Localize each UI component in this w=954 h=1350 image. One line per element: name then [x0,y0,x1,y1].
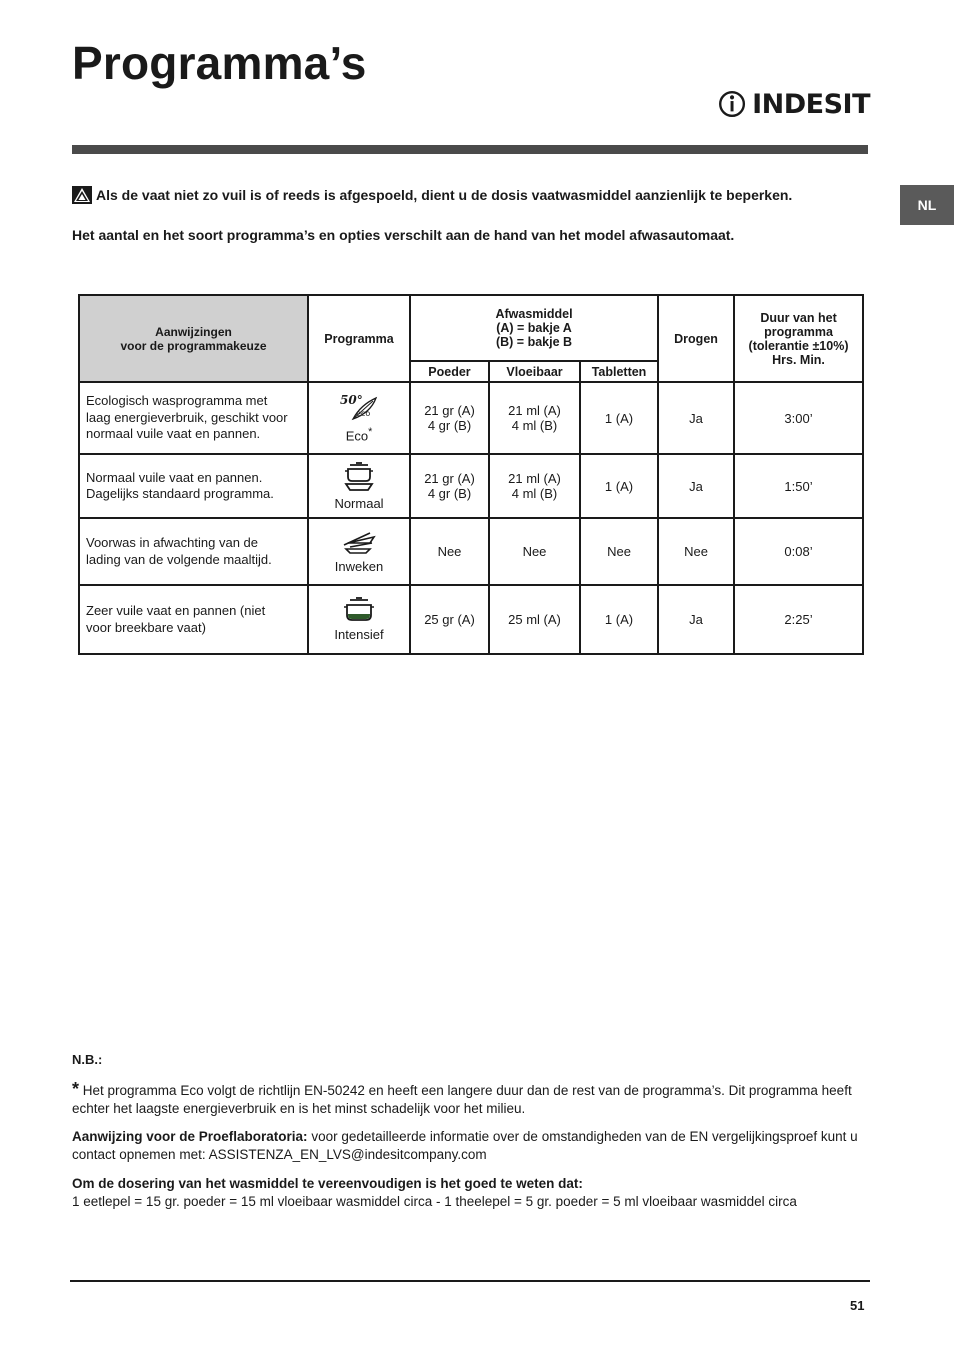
duration-cell: 2:25’ [734,585,863,654]
drying-cell: Ja [658,382,734,454]
liquid-cell [489,454,580,518]
powder-cell [410,382,489,454]
header-guide [79,295,308,382]
drying-cell: Ja [658,585,734,654]
header-detergent-a: (A) = bakje A [496,321,572,335]
header-detergent-title: Afwasmiddel [495,307,573,321]
eco-note-text: Het programma Eco volgt de richtlijn EN-50242 en heeft een langere duur dan de rest van de programma’s. Dit programma heeft echter het laagste energieverbruik en is het minst schadelijk voor het milieu. [72,1083,852,1116]
header-bar [72,145,868,154]
soak-plates-icon [340,529,378,555]
tablets-cell: 1 (A) [580,382,658,454]
header-duration-l2: programma [764,324,833,339]
desc-line: Voorwas in afwachting van de [86,535,258,550]
pot-intensive-icon [341,597,377,623]
cell-line: 4 ml (B) [511,418,558,433]
row-description [79,585,308,654]
cell-line: 21 ml (A) [508,403,561,418]
desc-line: laag energieverbruik, geschikt voor [86,409,288,425]
desc-line: Zeer vuile vaat en pannen (niet [86,603,266,618]
table-row [79,382,863,454]
pot-plate-icon [342,462,376,492]
program-name: Inweken [334,559,384,574]
warning-icon [72,186,92,204]
tablets-cell: Nee [580,518,658,585]
table-row [79,518,863,585]
header-guide-line2: voor de programmakeuze [120,338,267,353]
header-duration-l1: Duur van het [760,310,837,325]
cell-line: 21 gr (A) [424,403,475,418]
svg-text:50°: 50° [340,393,363,408]
program-table [78,294,864,655]
header-detergent-b: (B) = bakje B [495,335,573,349]
program-cell [308,454,410,518]
row-description [79,454,308,518]
powder-cell: Nee [410,518,489,585]
dose-note-label: Om de dosering van het wasmiddel te vereenvoudigen is het goed te weten dat: [72,1176,583,1191]
desc-line: Dagelijks standaard programma. [86,486,274,501]
brand-name: INDESIT [752,88,870,120]
duration-cell: 1:50’ [734,454,863,518]
cell-line: 21 gr (A) [424,471,475,486]
row-description [79,518,308,585]
program-name: Normaal [334,495,384,511]
footnote-mark: * [368,426,373,439]
eco-50-icon [339,392,379,422]
header-drying: Drogen [658,295,734,382]
header-detergent [410,295,658,361]
warning-text: Als de vaat niet zo vuil is of reeds is afgespoeld, dient u de dosis vaatwasmiddel aanzienlijk te beperken. [96,187,793,203]
table-row [79,585,863,654]
row-description [79,382,308,454]
brand-logo [718,82,870,126]
desc-line: Ecologisch wasprogramma met [86,393,268,409]
header-duration-l4: Hrs. Min. [772,352,825,367]
language-tab: NL [900,185,954,225]
page-title: Programma’s [72,37,367,89]
program-cell [308,585,410,654]
header-powder: Poeder [410,361,489,382]
program-cell [308,518,410,585]
drying-cell: Nee [658,518,734,585]
desc-line: normaal vuile vaat en pannen. [86,426,261,442]
dose-note [72,1175,872,1211]
header-guide-line1: Aanwijzingen [155,324,232,339]
footnote-star: * [72,1079,80,1099]
indesit-i-icon [718,84,746,124]
cell-line: 4 gr (B) [427,418,472,433]
cell-line: 21 ml (A) [508,471,561,486]
page-number: 51 [850,1298,865,1313]
desc-line: Normaal vuile vaat en pannen. [86,469,263,485]
model-note: Het aantal en het soort programma’s en opties verschilt aan de hand van het model afwasautomaat. [72,227,735,243]
lab-note-text: voor gedetailleerde informatie over de omstandigheden van de EN vergelijkingsproef kunt u contact opnemen met: ASSISTENZA_EN_LVS@indesitcompany.com [72,1129,858,1162]
notes-title: N.B.: [72,1052,103,1067]
tablets-cell: 1 (A) [580,585,658,654]
warning-line [72,186,792,204]
header-duration [734,295,863,382]
desc-line: voor breekbare vaat) [86,619,206,635]
liquid-cell: 25 ml (A) [489,585,580,654]
program-name [346,426,373,443]
desc-line: lading van de volgende maaltijd. [86,551,272,567]
header-program: Programma [308,295,410,382]
liquid-cell: Nee [489,518,580,585]
duration-cell: 0:08’ [734,518,863,585]
footer-rule [70,1280,870,1282]
cell-line: 4 gr (B) [427,486,472,501]
dose-note-text: 1 eetlepel = 15 gr. poeder = 15 ml vloeibaar wasmiddel circa - 1 theelepel = 5 gr. poeder = 5 ml vloeibaar wasmiddel circa [72,1194,797,1209]
program-cell [308,382,410,454]
program-name-text: Eco [345,428,369,444]
powder-cell [410,454,489,518]
lab-note [72,1128,872,1164]
powder-cell: 25 gr (A) [410,585,489,654]
lab-note-label: Aanwijzing voor de Proeflaboratoria: [72,1129,308,1144]
program-name: Intensief [334,627,384,642]
header-liquid: Vloeibaar [489,361,580,382]
eco-note [72,1080,872,1118]
tablets-cell: 1 (A) [580,454,658,518]
table-row [79,454,863,518]
header-tablets: Tabletten [580,361,658,382]
drying-cell: Ja [658,454,734,518]
duration-cell: 3:00’ [734,382,863,454]
svg-text:eco: eco [356,409,371,419]
cell-line: 4 ml (B) [511,486,558,501]
header-duration-l3: (tolerantie ±10%) [748,338,849,353]
liquid-cell [489,382,580,454]
